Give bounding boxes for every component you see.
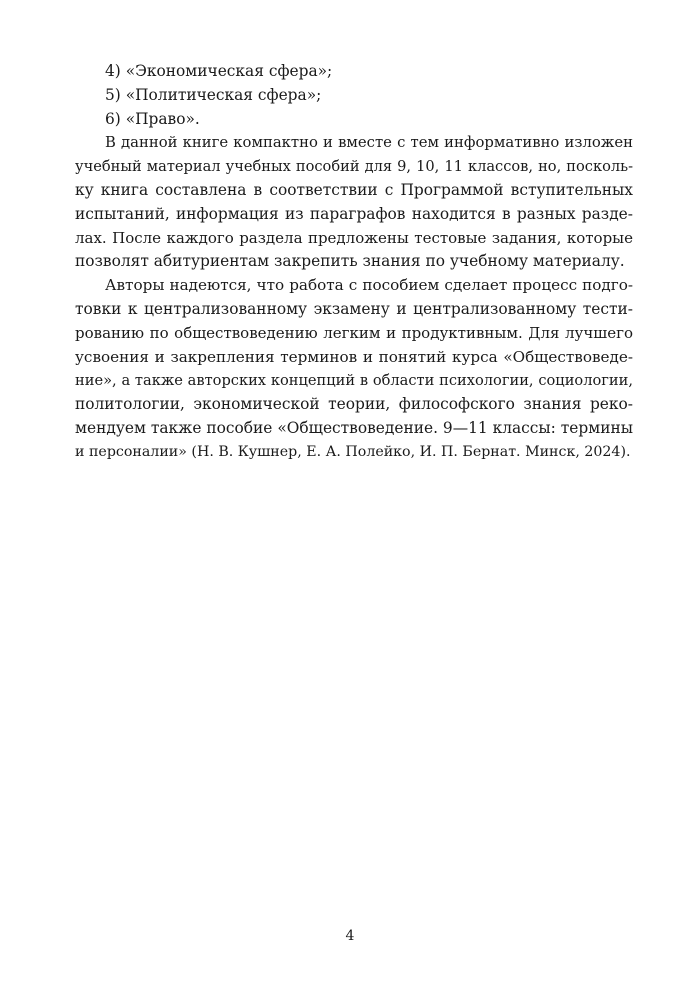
text-line: мендуем также пособие «Обществоведение. 9—11 классы: термины — [75, 418, 633, 437]
text-line: В данной книге компактно и вместе с тем информативно изложен — [105, 134, 633, 152]
text-line: товки к централизованному экзамену и централизованному тести- — [75, 299, 633, 318]
text-line: и персоналии» (Н. В. Кушнер, Е. А. Полейко, И. П. Бернат. Минск, 2024). — [75, 443, 631, 460]
text-line: Авторы надеются, что работа с пособием сделает процесс подго- — [105, 276, 633, 295]
paragraph-authors-recommendation — [75, 274, 633, 464]
text-line: рованию по обществоведению легким и продуктивным. Для лучшего — [75, 323, 633, 342]
list-item: 5) «Политическая сфера»; — [105, 85, 322, 104]
text-line: усвоения и закрепления терминов и понятий курса «Обществоведе- — [75, 347, 633, 366]
list-item: 6) «Право». — [105, 109, 200, 128]
text-line: позволят абитуриентам закрепить знания по учебному материалу. — [75, 252, 625, 271]
page-body — [75, 60, 633, 465]
text-line: политологии, экономической теории, философского знания реко- — [75, 395, 633, 414]
text-line: лах. После каждого раздела предложены тестовые задания, которые — [75, 228, 633, 247]
text-line: испытаний, информация из параграфов находится в разных разде- — [75, 204, 633, 223]
list-item: 4) «Экономическая сфера»; — [105, 62, 333, 80]
text-line: учебный материал учебных пособий для 9, 10, 11 классов, но, посколь- — [75, 158, 633, 176]
text-line: ку книга составлена в соответствии с Программой вступительных — [75, 180, 633, 199]
paragraph-book-description — [75, 131, 633, 274]
page-number: 4 — [345, 928, 355, 944]
text-line: ние», а также авторских концепций в области психологии, социологии, — [75, 372, 633, 390]
